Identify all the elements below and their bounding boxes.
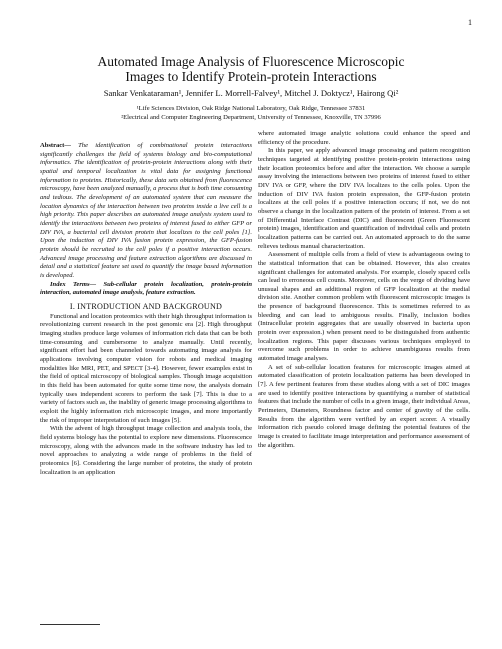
left-paragraph: With the advent of high throughput image collection and analysis tools, the field systems biology has the potential to explore new dimensions. Fluorescence microscopy, along with the advances made in the software industry has led to novel approaches to analyzing a wide range of problems in the field of proteomics [6]. Considering the large number of proteins, the study of protein localization is an application <box>40 425 252 476</box>
title-line-2: Images to Identify Protein-protein Interactions <box>125 69 377 84</box>
left-paragraph: Functional and location proteomics with their high throughput information is revolutionizing current research in the post genomic era [2]. High throughput imaging studies produce large volumes of information rich data that can be both time-consuming and cumbersome to analyze manually. Until recently, significant effort had been channeled towards automating image analysis for applications involving computer vision for robots and medical imaging modalities like MRI, PET, and SPECT [3-4]. However, fewer examples exist in the field of optical microscopy of biological samples. Though image acquisition in this field has been automated for quite some time now, the analysis domain typically uses independent scorers to perform the task [7]. This is due to a variety of factors such as, the inability of generic image processing algorithms to exploit the highly information rich microscopic images, and more importantly the risk of improper interpretation of such images [5]. <box>40 312 252 424</box>
right-column <box>258 130 470 450</box>
footnote-rule <box>40 624 100 625</box>
left-column <box>40 142 252 477</box>
abstract-text: The identification of combinational protein interactions significantly challenges the field of systems biology and bio-computational informatics. The identification of protein-protein interactions along with their spatial and temporal localization is vital data for assigning functional information to proteins. Historically, these data sets obtained from fluorescence microscopy, have been analyzed manually, a process that is both time consuming and tedious. The development of an automated system that can measure the location dynamics of the interaction between two proteins inside a live cell is a high priority. This paper describes an automated image analysis system used to identify the interactions between two proteins of interest fused to either GFP or DIV IVA, a bacterial cell division protein that localizes to the cell poles [1]. Upon the induction of DIV IVA fusion protein expression, the GFP-fusion protein should be recruited to the cell poles if a positive interaction occurs. Advanced image processing and feature extraction algorithms are discussed in detail and a statistical feature set used to quantify the image based information is developed. <box>40 142 252 279</box>
right-paragraph: A set of sub-cellular location features for microscopic images aimed at automated classification of protein localization patterns has been developed in [7]. A few pertinent features from these studies along with a set of DIC images are used to identify positive interactions by quantifying a number of statistical features that include the number of cells in a given image, their individual Areas, Perimeters, Diameters, Roundness factor and center of gravity of the cells. Results from the algorithm were verified by an expert scorer. A visually information rich pseudo colored image defining the potential features of the image is created to facilitate image interpretation and performance assessment of the algorithm. <box>258 363 470 449</box>
title-line-1: Automated Image Analysis of Fluorescence Microscopic <box>97 54 405 69</box>
paper-title <box>40 54 462 84</box>
index-terms: Index Terms— Sub-cellular protein localization, protein-protein interaction, automated image analysis, feature extraction. <box>40 280 252 297</box>
section-heading-intro: I. INTRODUCTION AND BACKGROUND <box>69 301 223 311</box>
right-paragraph: In this paper, we apply advanced image processing and pattern recognition techniques targeted at identifying positive protein-protein interactions using their location proteomics before and after the interaction. We choose a sample assay involving the interactions between two proteins of interest fused to either DIV IVA or GFP, where the DIV IVA localizes to the cells poles. Upon the induction of DIV IVA fusion protein expression, the GFP-fusion protein localizes at the cell poles if a positive interaction occurs; if not, we do not observe a change in the localization pattern of the protein of interest. From a set of Differential Interface Contrast (DIC) and fluorescent (Green Fluorescent protein) images, identification and quantification of individual cells and protein localization patterns can be carried out. An automated approach to do the same relieves tedious manual characterization. <box>258 147 470 250</box>
abstract-label: Abstract— <box>40 142 71 149</box>
right-paragraph: Assessment of multiple cells from a field of view is advantageous owing to the statistical information that can be obtained. However, this also creates significant challenges for automated analysis. For example, closely spaced cells can lead to erroneous cell counts. Moreover, cells on the verge of dividing have unusual shapes and an additional region of GFP localization at the medial division site. Another common problem with fluorescent microscopic images is the presence of background fluorescence. This is sometimes referred to as bleeding and can lead to ambiguous results. Finally, inclusion bodies (Intracellular protein aggregates that are usually observed in bacteria upon protein over expression.) when present need to be distinguished from authentic localization regions. This paper discusses various techniques employed to overcome such problems in order to achieve unambiguous results from automated image analyses. <box>258 251 470 363</box>
right-paragraph: where automated image analytic solutions could enhance the speed and efficiency of the procedure. <box>258 130 470 146</box>
affiliations <box>30 105 472 123</box>
affiliation-1: ¹Life Sciences Division, Oak Ridge National Laboratory, Oak Ridge, Tennessee 37831 <box>136 105 366 112</box>
affiliation-2: ²Electrical and Computer Engineering Department, University of Tennessee, Knoxville, TN 37996 <box>121 113 381 121</box>
abstract <box>40 142 252 281</box>
page-number: 1 <box>468 18 472 27</box>
author-list: Sankar Venkataraman¹, Jennifer L. Morrell-Falvey¹, Mitchel J. Doktycz¹, Hairong Qi² <box>103 88 399 98</box>
